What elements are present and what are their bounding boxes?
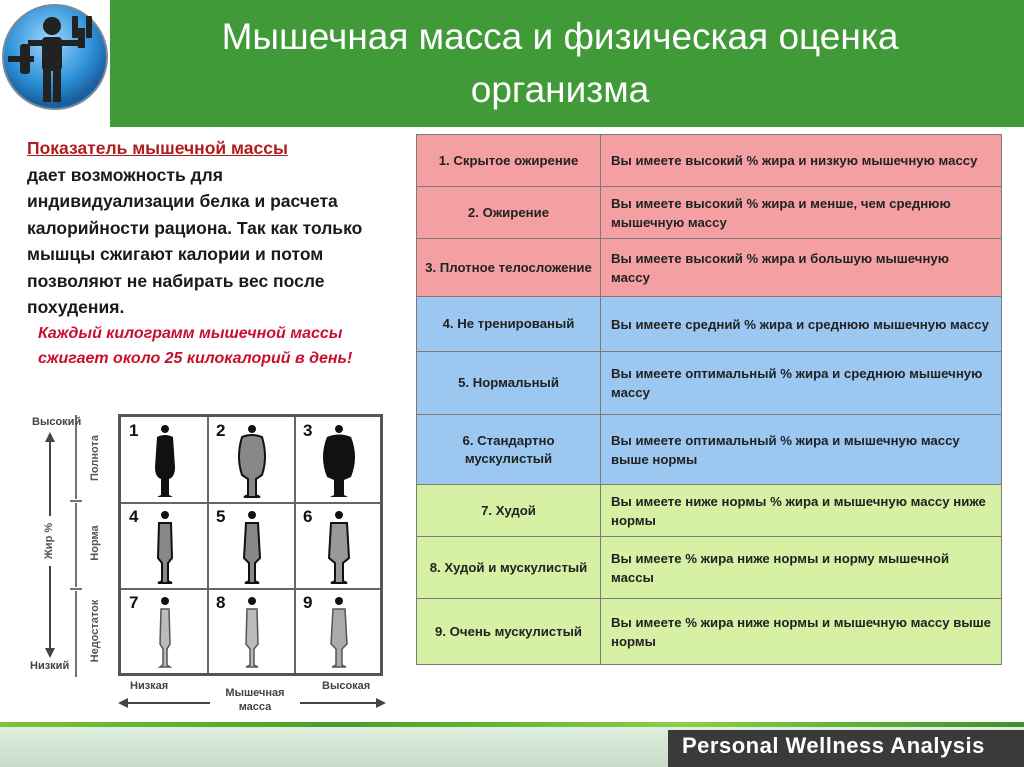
description-cell: Вы имеете оптимальный % жира и мышечную массу выше нормы [601,415,1002,485]
row-label-deficit: Недостаток [89,599,101,663]
table-row [417,599,1002,665]
title-line-1: Мышечная масса и физическая оценка [221,16,899,57]
matrix-cell-4: 4 [121,503,209,590]
body-type-cell: 1. Скрытое ожирение [417,135,601,187]
table-row [417,187,1002,239]
body-type-cell: 3. Плотное телосложение [417,239,601,297]
row-divider-lines [70,415,82,677]
matrix-cell-5: 5 [208,503,296,590]
table-row [417,239,1002,297]
table-row [417,537,1002,599]
description-cell: Вы имеете оптимальный % жира и среднюю мышечную массу [601,352,1002,415]
matrix-cell-3: 3 [295,417,383,504]
lead-body: дает возможность для индивидуализации белка и расчета калорийности рациона. Так как только мышцы сжигают калории и потом позволяют не набирать вес после похудения. [27,164,363,317]
row-label-normal: Норма [89,525,101,561]
body-type-table [416,134,1002,665]
description-cell: Вы имеете % жира ниже нормы и мышечную массу выше нормы [601,599,1002,665]
x-axis-low: Низкая [130,680,169,692]
row-label-fat: Полнота [89,435,101,481]
matrix-cell-1: 1 [121,417,209,504]
matrix-cell-6: 6 [295,503,383,590]
matrix-cell-9: 9 [295,589,383,676]
body-composition-matrix [110,413,385,677]
matrix-cell-7: 7 [121,589,209,676]
y-axis-title: Жир % [43,516,55,566]
body-type-cell: 8. Худой и мускулистый [417,537,601,599]
person-dumbbell-icon [0,0,110,127]
matrix-cell-2: 2 [208,417,296,504]
table-row [417,485,1002,537]
y-axis-low: Низкий [30,660,70,672]
matrix-grid [118,414,383,676]
description-cell: Вы имеете высокий % жира и менше, чем среднюю мышечную массу [601,187,1002,239]
description-cell: Вы имеете средний % жира и среднюю мышечную массу [601,297,1002,352]
description-cell: Вы имеете высокий % жира и низкую мышечную массу [601,135,1002,187]
body-type-cell: 2. Ожирение [417,187,601,239]
footer-brand: Personal Wellness Analysis [682,733,985,758]
body-type-cell: 7. Худой [417,485,601,537]
title-line-2: организма [470,69,650,110]
note-text: Каждый килограмм мышечной массы сжигает около 25 килокалорий в день! [38,325,353,367]
table-row [417,135,1002,187]
body-type-cell: 6. Стандартно мускулистый [417,415,601,485]
matrix-cell-8: 8 [208,589,296,676]
description-cell: Вы имеете ниже нормы % жира и мышечную массу ниже нормы [601,485,1002,537]
lead-highlight: Показатель мышечной массы [27,138,288,158]
x-axis-high: Высокая [322,680,371,692]
body-type-cell: 5. Нормальный [417,352,601,415]
body-type-cell: 4. Не тренированый [417,297,601,352]
x-axis-title: Мышечная масса [210,686,300,714]
table-row [417,297,1002,352]
body-type-cell: 9. Очень мускулистый [417,599,601,665]
page-title [130,10,990,116]
description-cell: Вы имеете % жира ниже нормы и норму мышечной массы [601,537,1002,599]
lead-paragraph [27,135,387,321]
description-cell: Вы имеете высокий % жира и большую мышечную массу [601,239,1002,297]
y-axis-high: Высокий [32,416,82,428]
table-row [417,352,1002,415]
logo [0,0,110,127]
table-row [417,415,1002,485]
